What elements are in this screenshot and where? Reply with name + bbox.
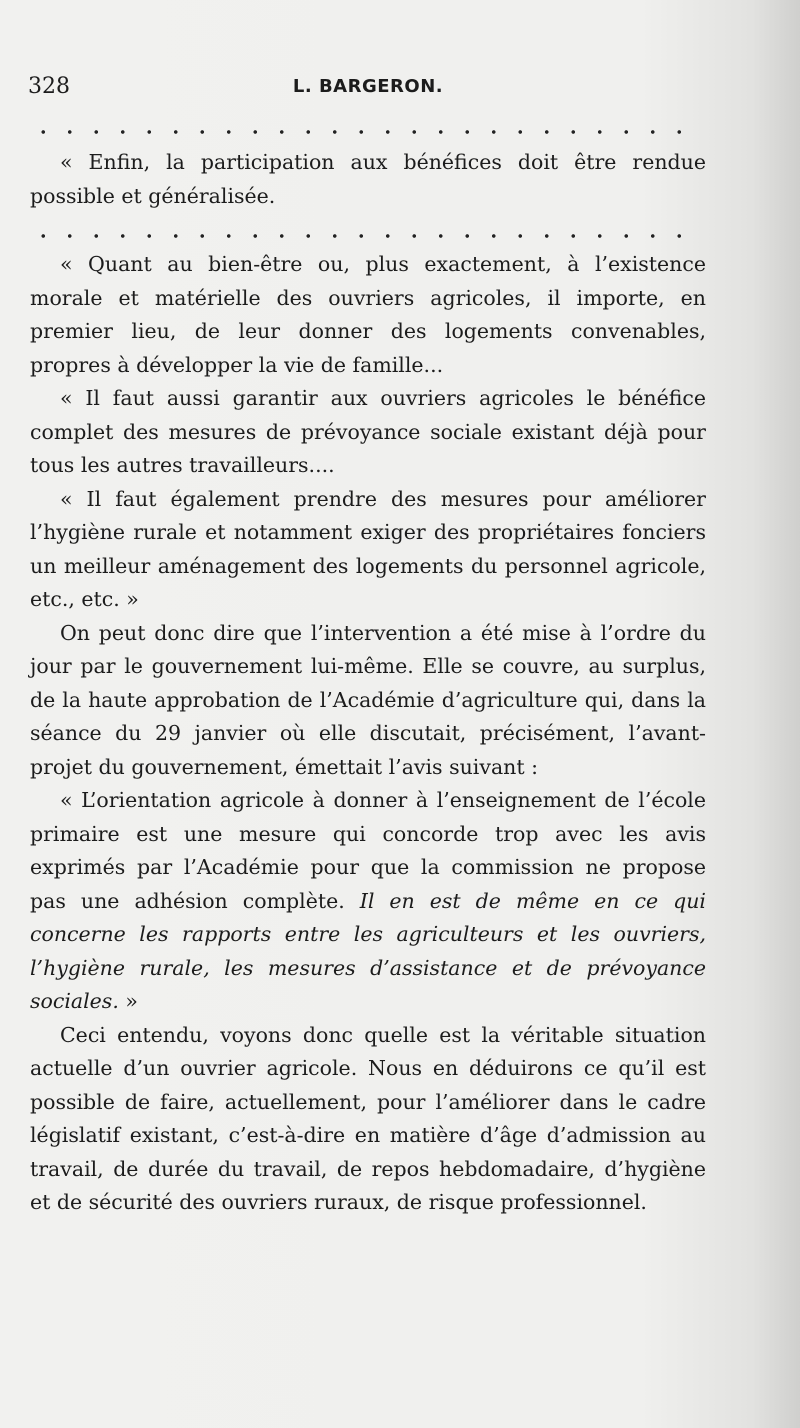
paragraph-situation: Ceci entendu, voyons donc quelle est la véritable situation actuelle d’un ouvrier agricole. Nous en déduirons ce qu’il est possible de faire, actuellement, pour l’améliorer dans le cadre législatif existant, c’est-à-dire en matière d’âge d’admission au travail, de durée du travail, de repos hebdomadaire, d’hygiène et de sécurité des ouvriers ruraux, de risque professionnel. (30, 1022, 706, 1214)
paragraph-bien-etre: « Quant au bien-être ou, plus exactement, à l’existence morale et matérielle des ouvriers agricoles, il importe, en premier lieu, de leur donner des logements convenables, propres à développer la vie de famille... (30, 252, 706, 377)
quote-roman-text: « L’orientation agricole à donner à l’enseignement de l’école primaire est une mesure qui concorde trop avec les avis exprimés par l’Académie pour que la commission ne propose pas une adhésion complète. (30, 788, 706, 913)
ellipsis-separator-top (30, 128, 695, 136)
paragraph-hygiene: « Il faut également prendre des mesures pour améliorer l’hygiène rurale et notamment exiger des propriétaires fonciers un meilleur aménagement des logements du personnel agricole, etc., etc. » (30, 486, 706, 611)
ellipsis-separator-middle (30, 232, 695, 240)
paragraph-participation: « Enfin, la participation aux bénéfices doit être rendue possible et généralisée. (30, 150, 706, 208)
page-header (28, 74, 708, 104)
quote-close: » (118, 989, 138, 1013)
running-head: L. BARGERON. (292, 76, 444, 97)
paragraph-academie-quote (30, 784, 706, 1019)
quote-italic-text: Il en est de même en ce qui concerne les rapports entre les agriculteurs et les ouvriers, l’hygiène rurale, les mesures d’assistance et de prévoyance sociales. (30, 888, 706, 1013)
paragraph-prevoyance: « Il faut aussi garantir aux ouvriers agricoles le bénéfice complet des mesures de prévoyance sociale existant déjà pour tous les autres travailleurs.... (30, 386, 706, 477)
paragraph-intervention: On peut donc dire que l’intervention a été mise à l’ordre du jour par le gouvernement lui-même. Elle se couvre, au surplus, de la haute approbation de l’Académie d’agriculture qui, dans la séance du 29 janvier où elle discutait, précisément, l’avant-projet du gouvernement, émettait l’avis suivant : (30, 620, 706, 779)
text-block-2 (30, 248, 706, 1220)
page-number: 328 (28, 74, 70, 99)
text-block-1 (30, 146, 706, 213)
